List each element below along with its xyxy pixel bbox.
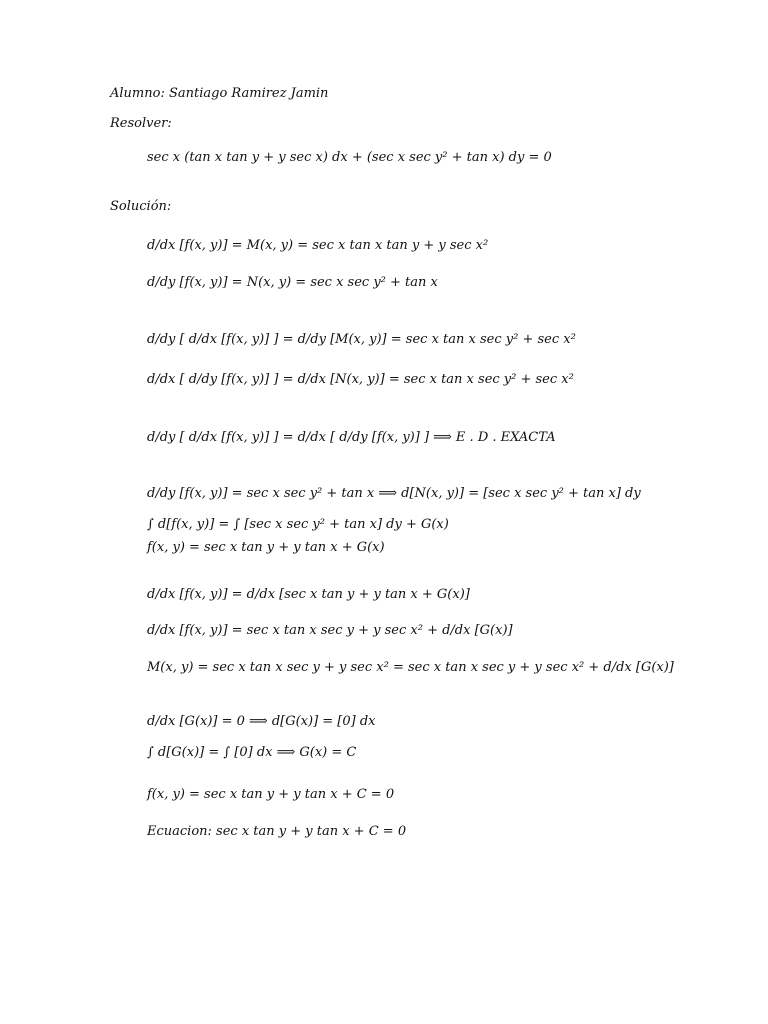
- student-name: Alumno: Santiago Ramirez Jamin: [110, 86, 329, 101]
- step-line: M(x, y) = sec x tan x sec y + y sec x² = sec x tan x sec y + y sec x² + d/dx [G(x)]: [147, 660, 674, 675]
- step-line: d/dy [ d/dx [f(x, y)] ] = d/dx [ d/dy [f(x, y)] ] ⟹ E . D . EXACTA: [147, 430, 556, 445]
- step-line: f(x, y) = sec x tan y + y tan x + C = 0: [147, 787, 395, 802]
- step-line: ∫ d[G(x)] = ∫ [0] dx ⟹ G(x) = C: [147, 745, 357, 760]
- step-line: d/dx [f(x, y)] = d/dx [sec x tan y + y tan x + G(x)]: [147, 587, 470, 602]
- step-line: d/dx [f(x, y)] = M(x, y) = sec x tan x tan y + y sec x²: [147, 238, 489, 253]
- step-line: ∫ d[f(x, y)] = ∫ [sec x sec y² + tan x] dy + G(x): [147, 517, 449, 532]
- step-line: f(x, y) = sec x tan y + y tan x + G(x): [147, 540, 385, 555]
- step-line: d/dy [f(x, y)] = N(x, y) = sec x sec y² + tan x: [147, 275, 438, 290]
- step-line: d/dy [ d/dx [f(x, y)] ] = d/dy [M(x, y)] = sec x tan x sec y² + sec x²: [147, 332, 576, 347]
- final-equation: Ecuacion: sec x tan y + y tan x + C = 0: [147, 824, 407, 839]
- step-line: d/dx [ d/dy [f(x, y)] ] = d/dx [N(x, y)] = sec x tan x sec y² + sec x²: [147, 372, 574, 387]
- equation: sec x (tan x tan y + y sec x) dx + (sec x sec y² + tan x) dy = 0: [147, 150, 552, 165]
- step-line: d/dx [G(x)] = 0 ⟹ d[G(x)] = [0] dx: [147, 714, 376, 729]
- resolver-label: Resolver:: [110, 116, 172, 131]
- step-line: d/dy [f(x, y)] = sec x sec y² + tan x ⟹ d[N(x, y)] = [sec x sec y² + tan x] dy: [147, 486, 641, 501]
- step-line: d/dx [f(x, y)] = sec x tan x sec y + y sec x² + d/dx [G(x)]: [147, 623, 513, 638]
- solucion-label: Solución:: [110, 199, 172, 214]
